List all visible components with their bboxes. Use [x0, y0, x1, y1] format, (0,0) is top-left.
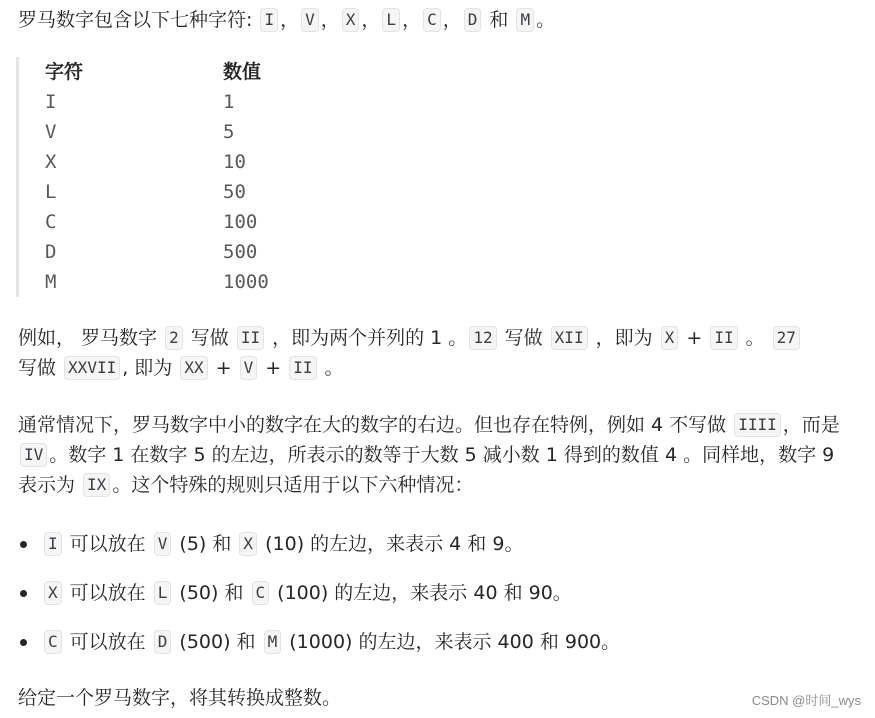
inline-code: II	[237, 326, 264, 350]
inline-code: XXVII	[64, 356, 120, 380]
example-text: 。	[318, 357, 344, 379]
table-cell-value: 1	[223, 91, 235, 113]
code-char-x: X	[342, 8, 360, 32]
example-text: 写做	[18, 357, 63, 379]
example-text: +	[259, 357, 288, 379]
table-cell-value: 5	[223, 121, 235, 143]
inline-code: 12	[469, 326, 496, 350]
and-word: 和	[483, 9, 515, 31]
table-cell-symbol: D	[45, 241, 57, 263]
example-text: , 即为	[122, 357, 179, 379]
inline-code: M	[264, 630, 282, 654]
example-text: +	[209, 357, 238, 379]
inline-code: IX	[83, 473, 110, 497]
bullet-icon	[20, 541, 27, 548]
inline-code: IV	[20, 443, 47, 467]
case-text: (100) 的左边，来表示 40 和 90。	[271, 582, 572, 604]
example-text: 。	[739, 327, 771, 349]
separator: ，	[442, 9, 462, 31]
example-text: 写做	[184, 327, 235, 349]
inline-code: X	[44, 581, 62, 605]
case-text: (1000) 的左边，来表示 400 和 900。	[283, 631, 621, 653]
header-symbol: 字符	[45, 61, 84, 83]
inline-code: V	[154, 532, 172, 556]
table-cell-symbol: C	[45, 211, 57, 233]
rule-text: 。数字 1 在数字 5 的左边，所表示的数等于大数 5 减小数 1 得到的数值 4 。同样地，数字 9 表示为	[18, 444, 835, 496]
inline-code: XII	[551, 326, 588, 350]
code-char-c: C	[423, 8, 441, 32]
inline-code: IIII	[734, 413, 781, 437]
separator: ，	[320, 9, 340, 31]
code-char-m: M	[516, 8, 534, 32]
period: 。	[536, 9, 556, 31]
inline-code: II	[710, 326, 737, 350]
separator: ，	[280, 9, 300, 31]
bullet-icon	[20, 590, 27, 597]
separator: ，	[402, 9, 422, 31]
table-cell-value: 10	[223, 151, 246, 173]
task-paragraph: 给定一个罗马数字，将其转换成整数。	[18, 687, 342, 709]
case-text: 可以放在	[63, 533, 152, 555]
example-text: +	[680, 327, 709, 349]
case-text: (10) 的左边，来表示 4 和 9。	[259, 533, 524, 555]
table-cell-value: 1000	[223, 271, 269, 293]
example-paragraph	[18, 323, 848, 383]
inline-code: L	[154, 581, 172, 605]
header-value: 数值	[223, 61, 262, 83]
example-text: 例如， 罗马数字	[18, 327, 164, 349]
inline-code: 27	[773, 326, 800, 350]
table-cell-symbol: V	[45, 121, 57, 143]
case-text: (500) 和	[173, 631, 262, 653]
table-cell-symbol: M	[45, 271, 57, 293]
table-cell-value: 50	[223, 181, 246, 203]
case-text: (50) 和	[173, 582, 250, 604]
inline-code: C	[44, 630, 62, 654]
inline-code: D	[154, 630, 172, 654]
inline-code: C	[252, 581, 270, 605]
separator: ，	[361, 9, 381, 31]
list-item	[18, 576, 858, 625]
rule-text: ，而是	[782, 414, 840, 436]
code-char-l: L	[382, 8, 400, 32]
table-cell-symbol: X	[45, 151, 57, 173]
example-text: 写做	[498, 327, 549, 349]
case-text: 可以放在	[63, 631, 152, 653]
example-text: ，即为两个并列的 1 。	[266, 327, 468, 349]
code-char-v: V	[301, 8, 319, 32]
inline-code: I	[44, 532, 62, 556]
code-char-i: I	[260, 8, 278, 32]
symbol-value-table	[16, 57, 419, 297]
special-cases-list	[18, 527, 858, 674]
example-text: ，即为	[589, 327, 659, 349]
case-text: 可以放在	[63, 582, 152, 604]
intro-paragraph	[18, 5, 848, 35]
inline-code: XX	[180, 356, 207, 380]
inline-code: V	[240, 356, 258, 380]
rule-text: 通常情况下，罗马数字中小的数字在大的数字的右边。但也存在特例，例如 4 不写做	[18, 414, 733, 436]
table-cell-value: 100	[223, 211, 258, 233]
table-cell-value: 500	[223, 241, 258, 263]
intro-text: 罗马数字包含以下七种字符:	[18, 9, 259, 31]
list-item	[18, 625, 858, 674]
table-cell-symbol: I	[45, 91, 57, 113]
case-text: (5) 和	[173, 533, 238, 555]
bullet-icon	[20, 639, 27, 646]
table-cell-symbol: L	[45, 181, 57, 203]
inline-code: II	[289, 356, 316, 380]
watermark: CSDN @时间_wys	[751, 693, 861, 708]
rule-paragraph	[18, 410, 848, 500]
list-item	[18, 527, 858, 576]
inline-code: X	[661, 326, 679, 350]
inline-code: 2	[165, 326, 183, 350]
code-char-d: D	[464, 8, 482, 32]
inline-code: X	[239, 532, 257, 556]
rule-text: 。这个特殊的规则只适用于以下六种情况：	[112, 474, 474, 496]
